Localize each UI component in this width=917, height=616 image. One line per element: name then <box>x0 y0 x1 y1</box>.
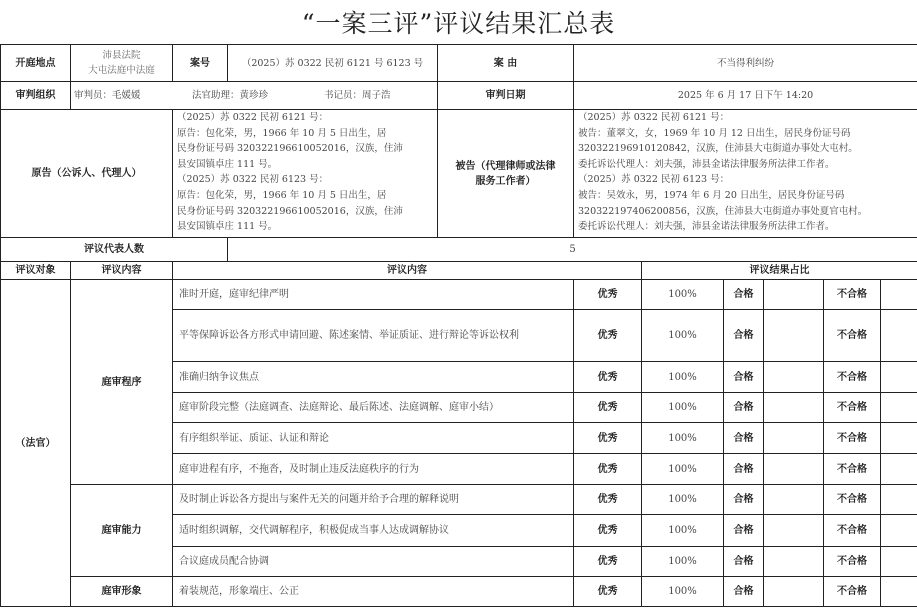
criterion-text: 准时开庭，庭审纪律严明 <box>173 280 574 310</box>
defendant-line: 委托诉讼代理人：刘夫强，沛县金诺法律服务所法律工作者。 <box>578 158 835 170</box>
excellent-label: 优秀 <box>574 577 642 607</box>
excellent-value: 100% <box>642 485 724 515</box>
excellent-value: 100% <box>642 280 724 310</box>
qualified-label: 合格 <box>724 454 764 485</box>
qualified-label: 合格 <box>724 485 764 515</box>
plaintiff-line: 民身份证号码 320322196610052016，汉族，住沛 <box>177 205 403 217</box>
qualified-value <box>764 280 824 310</box>
defendant-label <box>438 110 574 238</box>
unqualified-value <box>881 310 917 362</box>
group-name: 庭审能力 <box>71 485 173 577</box>
unqualified-label: 不合格 <box>824 547 881 577</box>
defendant-line: 被告：吴效永，男，1974 年 6 月 20 日出生，居民身份证号码 <box>578 189 845 201</box>
excellent-value: 100% <box>642 362 724 393</box>
qualified-value <box>764 393 824 423</box>
criterion-text: 着装规范，形象端庄、公正 <box>173 577 574 607</box>
group-name: 庭审程序 <box>71 280 173 485</box>
criterion-text: 准确归纳争议焦点 <box>173 362 574 393</box>
qualified-label: 合格 <box>724 577 764 607</box>
unqualified-value <box>881 454 917 485</box>
criterion-text: 及时制止诉讼各方提出与案件无关的问题并给予合理的解释说明 <box>173 485 574 515</box>
trial-date-value: 2025 年 6 月 17 日下午 14:20 <box>574 82 917 110</box>
column-result: 评议结果占比 <box>642 262 917 280</box>
unqualified-value <box>881 485 917 515</box>
plaintiff-line: 原告：包化荣，男，1966 年 10 月 5 日出生，居 <box>177 189 387 201</box>
defendant-line: 320322197406200856，汉族，住沛县大屯街道办事处夏官屯村。 <box>578 205 868 217</box>
court-location-label: 开庭地点 <box>1 45 71 82</box>
qualified-label: 合格 <box>724 310 764 362</box>
excellent-value: 100% <box>642 547 724 577</box>
plaintiff-line: （2025）苏 0322 民初 6123 号： <box>177 174 329 186</box>
case-cause-value: 不当得利纠纷 <box>574 45 917 82</box>
defendant-label-line2: 服务工作者） <box>475 175 536 187</box>
unqualified-label: 不合格 <box>824 362 881 393</box>
column-object: 评议对象 <box>1 262 71 280</box>
unqualified-value <box>881 393 917 423</box>
object-judge: （法官） <box>1 280 71 607</box>
plaintiff-label: 原告（公诉人、代理人） <box>1 110 173 238</box>
case-number-value: （2025）苏 0322 民初 6121 号 6123 号 <box>228 45 438 82</box>
evaluation-table <box>0 44 917 607</box>
unqualified-value <box>881 423 917 454</box>
excellent-label: 优秀 <box>574 423 642 454</box>
qualified-value <box>764 310 824 362</box>
court-location-line2: 大屯法庭中法庭 <box>88 65 155 76</box>
unqualified-label: 不合格 <box>824 515 881 547</box>
reviewers-label: 评议代表人数 <box>1 238 228 262</box>
excellent-value: 100% <box>642 310 724 362</box>
excellent-label: 优秀 <box>574 393 642 423</box>
defendant-line: 被告：董翠文，女，1969 年 10 月 12 日出生，居民身份证号码 <box>578 127 851 139</box>
excellent-value: 100% <box>642 423 724 454</box>
excellent-label: 优秀 <box>574 310 642 362</box>
plaintiff-line: 民身份证号码 320322196610052016，汉族，住沛 <box>177 143 403 155</box>
defendant-label-line1: 被告（代理律师或法律 <box>455 160 556 172</box>
unqualified-label: 不合格 <box>824 423 881 454</box>
column-content-detail: 评议内容 <box>173 262 642 280</box>
defendant-line: 320322196910120842，汉族，住沛县大屯街道办事处大屯村。 <box>578 143 858 155</box>
qualified-label: 合格 <box>724 515 764 547</box>
defendant-line: （2025）苏 0322 民初 6121 号： <box>578 112 730 123</box>
qualified-value <box>764 515 824 547</box>
excellent-label: 优秀 <box>574 515 642 547</box>
qualified-label: 合格 <box>724 547 764 577</box>
qualified-label: 合格 <box>724 393 764 423</box>
excellent-label: 优秀 <box>574 485 642 515</box>
case-cause-label: 案 由 <box>438 45 574 82</box>
excellent-label: 优秀 <box>574 280 642 310</box>
unqualified-value <box>881 280 917 310</box>
unqualified-label: 不合格 <box>824 454 881 485</box>
criterion-text: 庭审进程有序，不拖沓，及时制止违反法庭秩序的行为 <box>173 454 574 485</box>
plaintiff-line: 县安国镇卓庄 111 号。 <box>177 158 278 170</box>
plaintiff-info <box>173 110 438 238</box>
unqualified-value <box>881 547 917 577</box>
plaintiff-line: （2025）苏 0322 民初 6121 号： <box>177 112 329 123</box>
unqualified-label: 不合格 <box>824 310 881 362</box>
assistant-name: 法官助理：黄珍珍 <box>192 90 269 101</box>
unqualified-label: 不合格 <box>824 577 881 607</box>
court-location-value <box>71 45 173 82</box>
qualified-label: 合格 <box>724 423 764 454</box>
excellent-value: 100% <box>642 454 724 485</box>
qualified-label: 合格 <box>724 362 764 393</box>
group-name: 庭审形象 <box>71 577 173 607</box>
unqualified-value <box>881 362 917 393</box>
clerk-name: 书记员：周子浩 <box>324 90 391 101</box>
unqualified-label: 不合格 <box>824 280 881 310</box>
defendant-line: （2025）苏 0322 民初 6123 号： <box>578 174 730 186</box>
qualified-label: 合格 <box>724 280 764 310</box>
qualified-value <box>764 454 824 485</box>
panel-members <box>71 82 438 110</box>
court-location-line1: 沛县法院 <box>102 50 141 61</box>
unqualified-value <box>881 515 917 547</box>
plaintiff-line: 原告：包化荣，男，1966 年 10 月 5 日出生，居 <box>177 127 387 139</box>
unqualified-label: 不合格 <box>824 485 881 515</box>
case-number-label: 案号 <box>173 45 228 82</box>
defendant-line: 委托诉讼代理人：刘夫强，沛县金诺法律服务所法律工作者。 <box>578 221 835 233</box>
judge-name: 审判员：毛媛媛 <box>74 90 141 101</box>
excellent-label: 优秀 <box>574 547 642 577</box>
excellent-value: 100% <box>642 515 724 547</box>
column-content: 评议内容 <box>71 262 173 280</box>
excellent-value: 100% <box>642 393 724 423</box>
qualified-value <box>764 485 824 515</box>
qualified-value <box>764 547 824 577</box>
criterion-text: 庭审阶段完整（法庭调查、法庭辩论、最后陈述、法庭调解、庭审小结） <box>173 393 574 423</box>
plaintiff-line: 县安国镇卓庄 111 号。 <box>177 221 278 233</box>
unqualified-value <box>881 577 917 607</box>
qualified-value <box>764 362 824 393</box>
criterion-text: 有序组织举证、质证、认证和辩论 <box>173 423 574 454</box>
criterion-text: 合议庭成员配合协调 <box>173 547 574 577</box>
panel-label: 审判组织 <box>1 82 71 110</box>
qualified-value <box>764 577 824 607</box>
criterion-text: 平等保障诉讼各方形式申请回避、陈述案情、举证质证、进行辩论等诉讼权利 <box>173 310 574 362</box>
page-title: “一案三评”评议结果汇总表 <box>301 9 616 38</box>
excellent-value: 100% <box>642 577 724 607</box>
qualified-value <box>764 423 824 454</box>
excellent-label: 优秀 <box>574 362 642 393</box>
trial-date-label: 审判日期 <box>438 82 574 110</box>
unqualified-label: 不合格 <box>824 393 881 423</box>
defendant-info <box>574 110 917 238</box>
excellent-label: 优秀 <box>574 454 642 485</box>
criterion-text: 适时组织调解，交代调解程序，积极促成当事人达成调解协议 <box>173 515 574 547</box>
reviewers-count: 5 <box>228 238 917 262</box>
